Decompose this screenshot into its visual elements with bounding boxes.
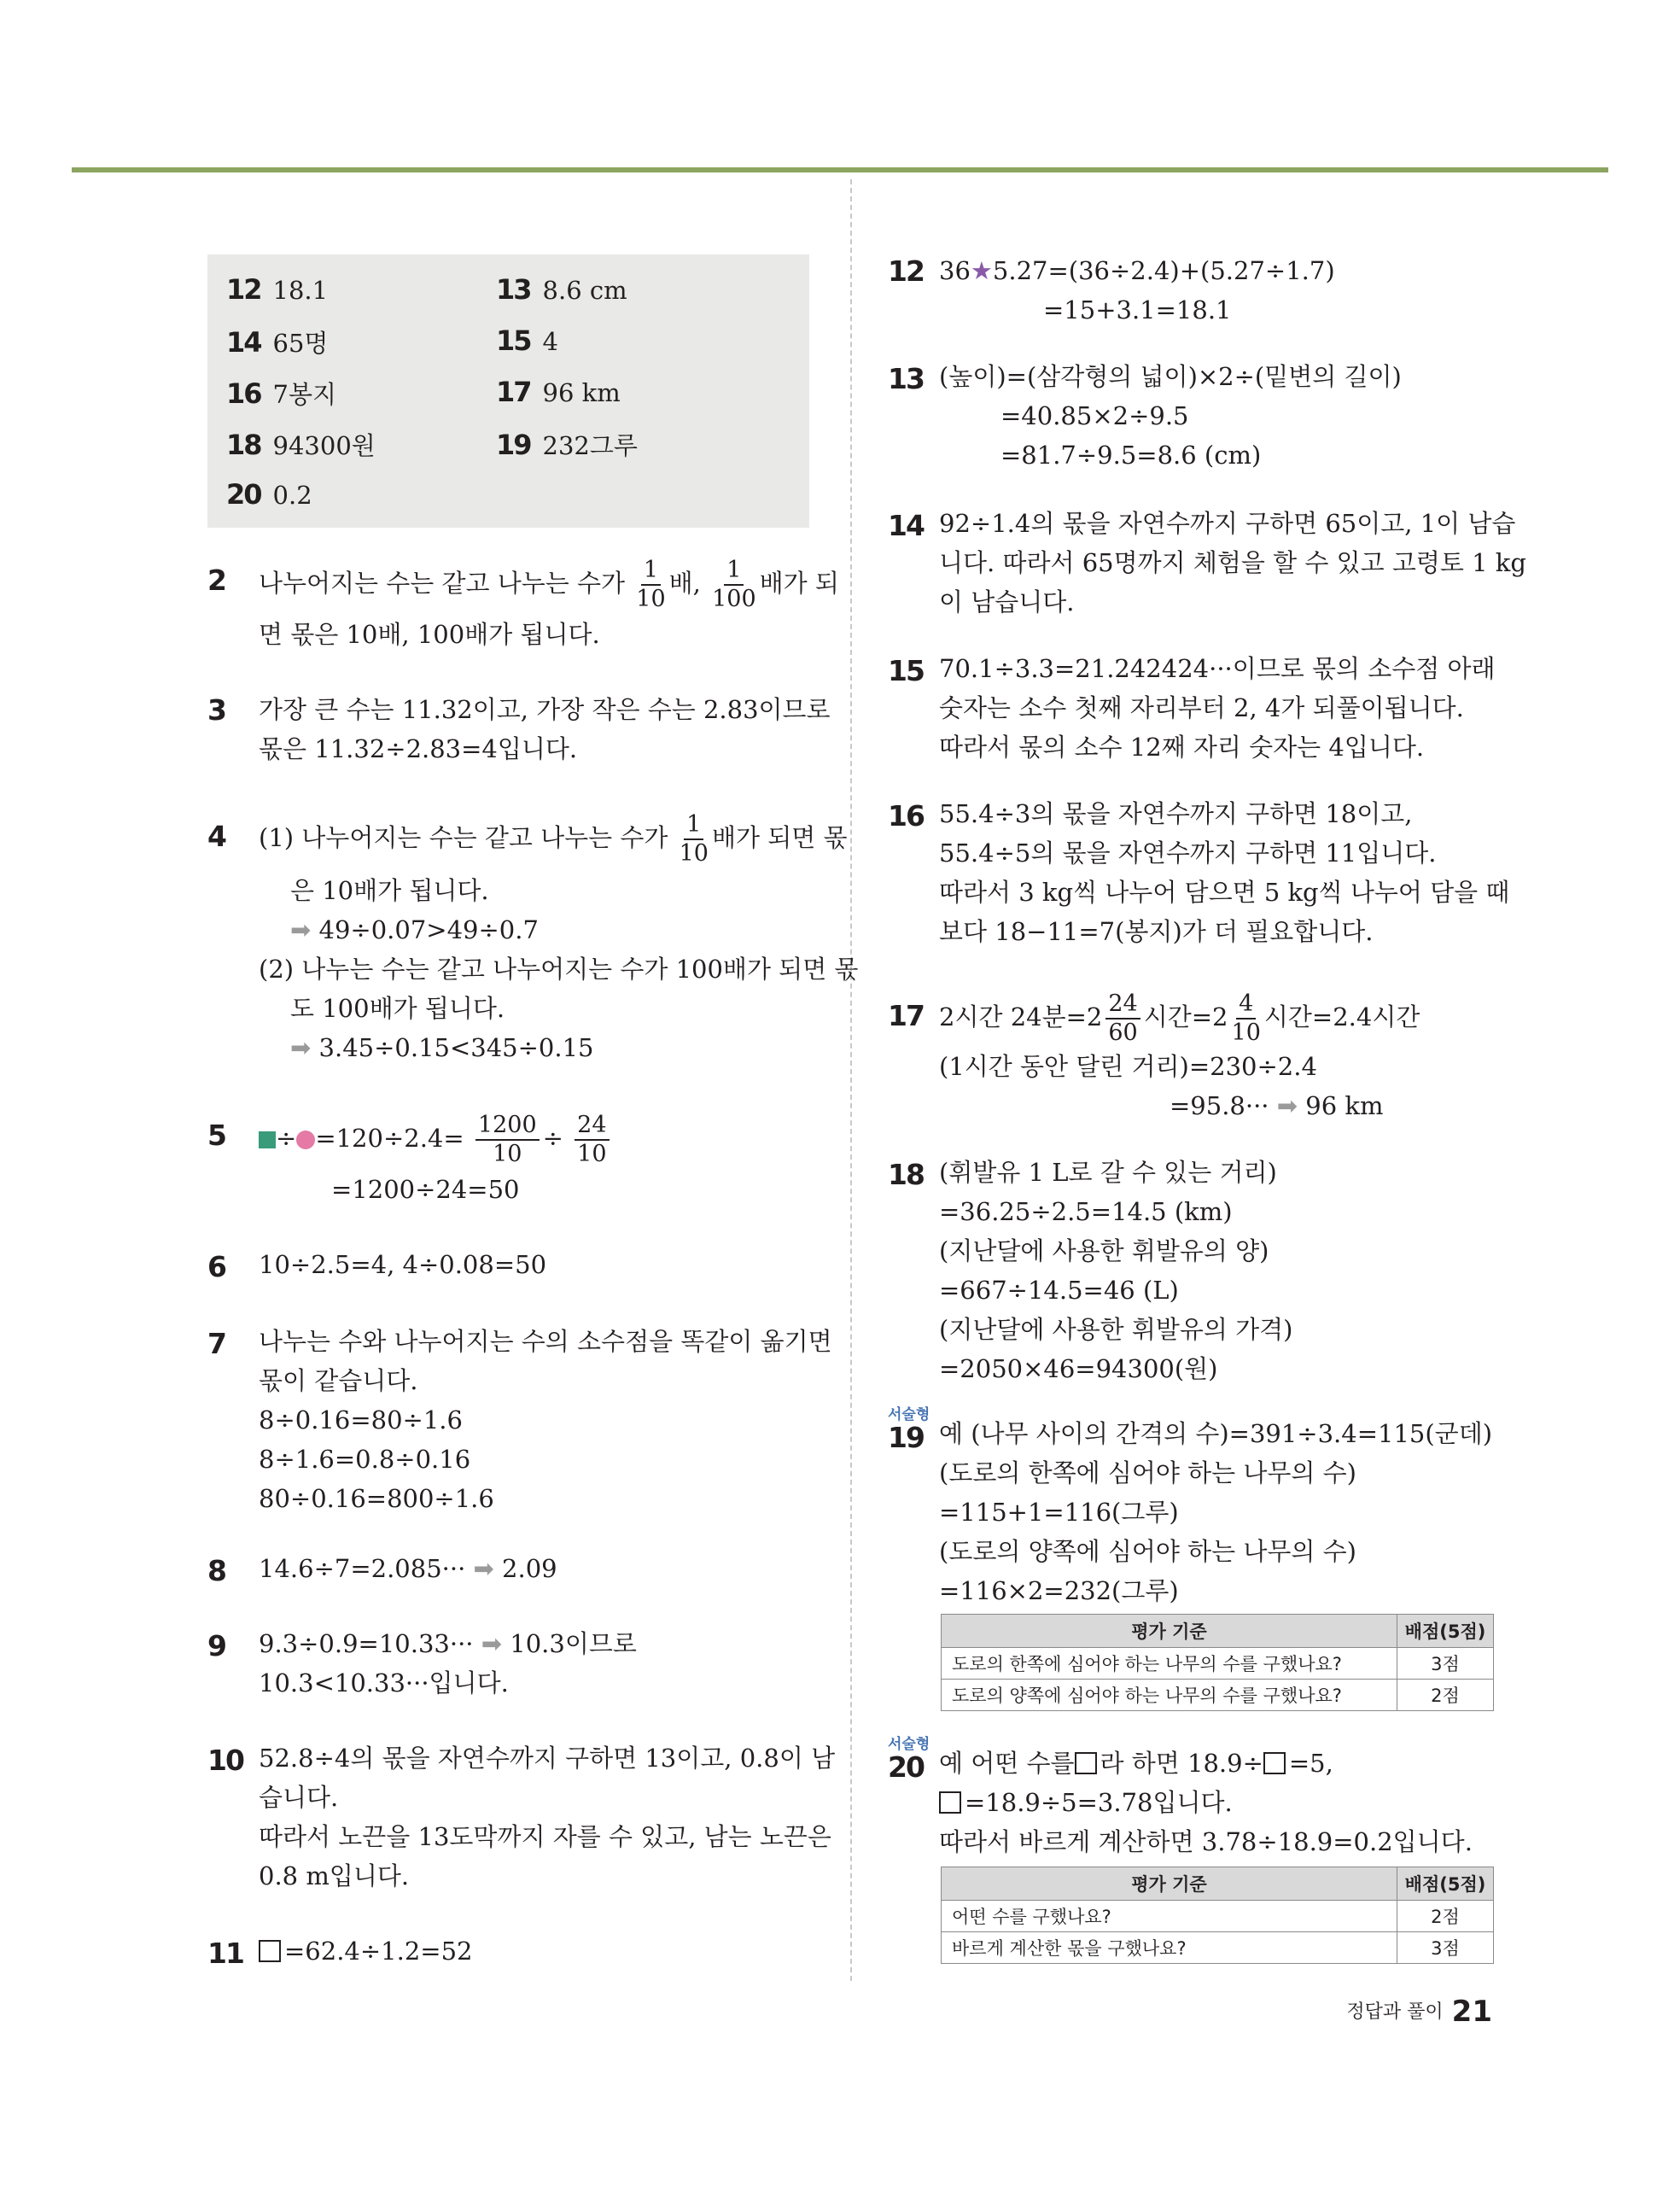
pink-circle-icon <box>296 1131 315 1149</box>
arrow-right-icon: ➡ <box>473 1554 494 1583</box>
solution-line: 예 (나무 사이의 간격의 수)=391÷3.4=115(군데) <box>939 1419 1493 1448</box>
solution-line: (도로의 양쪽에 심어야 하는 나무의 수) <box>939 1537 1356 1566</box>
header-rule <box>72 167 1608 172</box>
solution-line: 52.8÷4의 몫을 자연수까지 구하면 13이고, 0.8이 남 <box>259 1744 836 1773</box>
solution-line: 몫은 11.32÷2.83=4입니다. <box>259 734 578 763</box>
arrow-right-icon: ➡ <box>1276 1091 1298 1120</box>
table-row: 도로의 양쪽에 심어야 하는 나무의 수를 구했나요? 2점 <box>942 1680 1494 1711</box>
blank-box-icon <box>1075 1752 1097 1774</box>
solution-line: ➡ 3.45÷0.15<345÷0.15 <box>290 1033 594 1062</box>
solution-line: 9.3÷0.9=10.33··· ➡ 10.3이므로 <box>259 1629 637 1658</box>
problem-number: 3 <box>207 693 225 727</box>
solution-line: 8÷0.16=80÷1.6 <box>259 1405 463 1434</box>
table-row: 바르게 계산한 몫을 구했나요? 3점 <box>942 1932 1494 1964</box>
solution-line: ÷ =120÷2.4= $\frac{1200}{10}$ ÷ $\frac{24}{10}$ <box>259 1112 613 1168</box>
solution-line: 14.6÷7=2.085··· ➡ 2.09 <box>259 1554 557 1583</box>
problem-number: 2 <box>207 564 225 597</box>
solution-line: (1) 나누어지는 수는 같고 나누는 수가 $\frac{1}{10}$ 배가 되면 몫 <box>259 811 848 867</box>
problem-number: 10 <box>207 1744 243 1777</box>
problem-number: 15 <box>888 654 924 687</box>
problem-number: 6 <box>207 1250 225 1283</box>
solution-line: =18.9÷5=3.78입니다. <box>939 1783 1233 1822</box>
solution-line: (지난달에 사용한 휘발유의 가격) <box>939 1315 1293 1344</box>
answer-item: 14 65명 <box>226 326 329 359</box>
fraction: $\frac{24}{10}$ <box>575 1112 609 1168</box>
solution-line: ➡ 49÷0.07>49÷0.7 <box>290 915 539 944</box>
solution-line: =81.7÷9.5=8.6 (cm) <box>1000 441 1262 470</box>
problem-number: 8 <box>207 1554 225 1587</box>
solution-line: 10.3<10.33···입니다. <box>259 1668 509 1697</box>
solution-line: 가장 큰 수는 11.32이고, 가장 작은 수는 2.83이므로 <box>259 695 831 724</box>
answer-item: 17 96 km <box>496 376 621 408</box>
essay-tag: 서술형 <box>888 1406 930 1423</box>
solution-line: 숫자는 소수 첫째 자리부터 2, 4가 되풀이됩니다. <box>939 693 1464 722</box>
solution-line: 이 남습니다. <box>939 587 1075 616</box>
solution-line: 예 어떤 수를 라 하면 18.9÷ =5, <box>939 1749 1333 1778</box>
solution-line: =36.25÷2.5=14.5 (km) <box>939 1197 1233 1226</box>
answer-item: 13 8.6 cm <box>496 273 627 306</box>
answer-item: 12 18.1 <box>226 273 329 306</box>
fraction: $\frac{4}{10}$ <box>1231 990 1261 1046</box>
solution-line: 2시간 24분=2 $\frac{24}{60}$ 시간=2 $\frac{4}{10}$ 시간=2.4시간 <box>939 990 1420 1046</box>
solution-line: =62.4÷1.2=52 <box>259 1931 473 1971</box>
blank-box-icon <box>259 1940 281 1962</box>
solution-line: =15+3.1=18.1 <box>1043 295 1232 324</box>
solution-line: (2) 나누는 수는 같고 나누어지는 수가 100배가 되면 몫 <box>259 955 859 984</box>
page-number: 21 <box>1451 1995 1492 2029</box>
blank-box-icon <box>939 1791 961 1814</box>
column-divider <box>850 179 852 1981</box>
answer-item: 15 4 <box>496 324 558 357</box>
solution-line: 따라서 3 kg씩 나누어 담으면 5 kg씩 나누어 담을 때 <box>939 878 1510 907</box>
solution-line: 몫이 같습니다. <box>259 1366 418 1395</box>
problem-number: 16 <box>888 799 924 833</box>
problem-number: 12 <box>888 254 924 288</box>
solution-line: 따라서 노끈을 13도막까지 자를 수 있고, 남는 노끈은 <box>259 1822 831 1851</box>
solution-line: =115+1=116(그루) <box>939 1498 1179 1527</box>
solution-line: 70.1÷3.3=21.242424···이므로 몫의 소수점 아래 <box>939 654 1496 683</box>
solution-line: 은 10배가 됩니다. <box>290 876 489 905</box>
solution-line: =116×2=232(그루) <box>939 1576 1179 1605</box>
solution-line: 습니다. <box>259 1783 339 1812</box>
solution-line: 0.8 m입니다. <box>259 1861 410 1890</box>
table-header: 배점(5점) <box>1397 1615 1494 1648</box>
solution-line: 면 몫은 10배, 100배가 됩니다. <box>259 620 600 649</box>
solution-line: (휘발유 1 L로 갈 수 있는 거리) <box>939 1158 1277 1187</box>
table-header: 평가 기준 <box>942 1615 1397 1648</box>
blank-box-icon <box>1263 1752 1286 1774</box>
table-header: 평가 기준 <box>942 1867 1397 1901</box>
green-square-icon <box>259 1131 276 1148</box>
fraction: $\frac{1}{100}$ <box>712 557 756 612</box>
problem-number: 11 <box>207 1937 243 1970</box>
solution-line: 나누어지는 수는 같고 나누는 수가 $\frac{1}{10}$ 배, $\frac{1}{100}$ 배가 되 <box>259 557 839 612</box>
solution-line: =95.8··· ➡ 96 km <box>1170 1091 1384 1120</box>
answer-item: 20 0.2 <box>226 478 312 511</box>
solution-line: 니다. 따라서 65명까지 체험을 할 수 있고 고령토 1 kg <box>939 548 1526 577</box>
solution-line: 36★5.27=(36÷2.4)+(5.27÷1.7) <box>939 256 1335 285</box>
solution-line: (지난달에 사용한 휘발유의 양) <box>939 1236 1269 1265</box>
solution-line: 10÷2.5=4, 4÷0.08=50 <box>259 1250 547 1279</box>
table-row: 도로의 한쪽에 심어야 하는 나무의 수를 구했나요? 3점 <box>942 1648 1494 1680</box>
answer-item: 18 94300원 <box>226 429 376 461</box>
answer-item: 19 232그루 <box>496 429 638 461</box>
solution-line: =1200÷24=50 <box>331 1175 520 1204</box>
problem-number: 19 <box>888 1421 924 1454</box>
answer-summary-box <box>207 254 809 528</box>
problem-number: 9 <box>207 1629 225 1662</box>
star-icon: ★ <box>970 256 993 285</box>
solution-line: 80÷0.16=800÷1.6 <box>259 1484 494 1513</box>
solution-line: =40.85×2÷9.5 <box>1000 401 1189 430</box>
essay-tag: 서술형 <box>888 1736 930 1753</box>
solution-line: (도로의 한쪽에 심어야 하는 나무의 수) <box>939 1458 1356 1487</box>
problem-number: 13 <box>888 362 924 395</box>
solution-line: (높이)=(삼각형의 넓이)×2÷(밑변의 길이) <box>939 362 1402 391</box>
scoring-table <box>941 1867 1494 1964</box>
solution-line: 보다 18−11=7(봉지)가 더 필요합니다. <box>939 917 1374 946</box>
solution-line: 도 100배가 됩니다. <box>290 994 505 1023</box>
problem-number: 7 <box>207 1327 225 1360</box>
problem-number: 4 <box>207 820 225 853</box>
problem-number: 5 <box>207 1119 225 1152</box>
answer-item: 16 7봉지 <box>226 377 337 410</box>
problem-number: 14 <box>888 509 924 542</box>
arrow-right-icon: ➡ <box>290 1033 312 1062</box>
solution-line: 8÷1.6=0.8÷0.16 <box>259 1445 471 1474</box>
fraction: $\frac{24}{60}$ <box>1105 990 1140 1047</box>
solution-line: (1시간 동안 달린 거리)=230÷2.4 <box>939 1052 1317 1081</box>
solution-line: 나누는 수와 나누어지는 수의 소수점을 똑같이 옮기면 <box>259 1327 832 1356</box>
solution-line: 따라서 몫의 소수 12째 자리 숫자는 4입니다. <box>939 733 1425 762</box>
table-row: 어떤 수를 구했나요? 2점 <box>942 1901 1494 1932</box>
solution-line: 55.4÷3의 몫을 자연수까지 구하면 18이고, <box>939 799 1413 828</box>
problem-number: 20 <box>888 1750 924 1784</box>
solution-line: =667÷14.5=46 (L) <box>939 1276 1179 1305</box>
table-header: 배점(5점) <box>1397 1867 1494 1901</box>
problem-number: 17 <box>888 999 924 1032</box>
page-footer: 정답과 풀이 21 <box>1346 1995 1492 2029</box>
arrow-right-icon: ➡ <box>290 915 312 944</box>
solution-line: =2050×46=94300(원) <box>939 1354 1218 1383</box>
arrow-right-icon: ➡ <box>481 1629 503 1658</box>
scoring-table <box>941 1614 1494 1711</box>
solution-line: 따라서 바르게 계산하면 3.78÷18.9=0.2입니다. <box>939 1827 1473 1856</box>
problem-number: 18 <box>888 1158 924 1191</box>
fraction: $\frac{1}{10}$ <box>636 557 666 612</box>
fraction: $\frac{1}{10}$ <box>679 811 709 867</box>
fraction: $\frac{1200}{10}$ <box>475 1112 540 1168</box>
solution-line: 55.4÷5의 몫을 자연수까지 구하면 11입니다. <box>939 838 1437 868</box>
solution-line: 92÷1.4의 몫을 자연수까지 구하면 65이고, 1이 남습 <box>939 509 1516 538</box>
